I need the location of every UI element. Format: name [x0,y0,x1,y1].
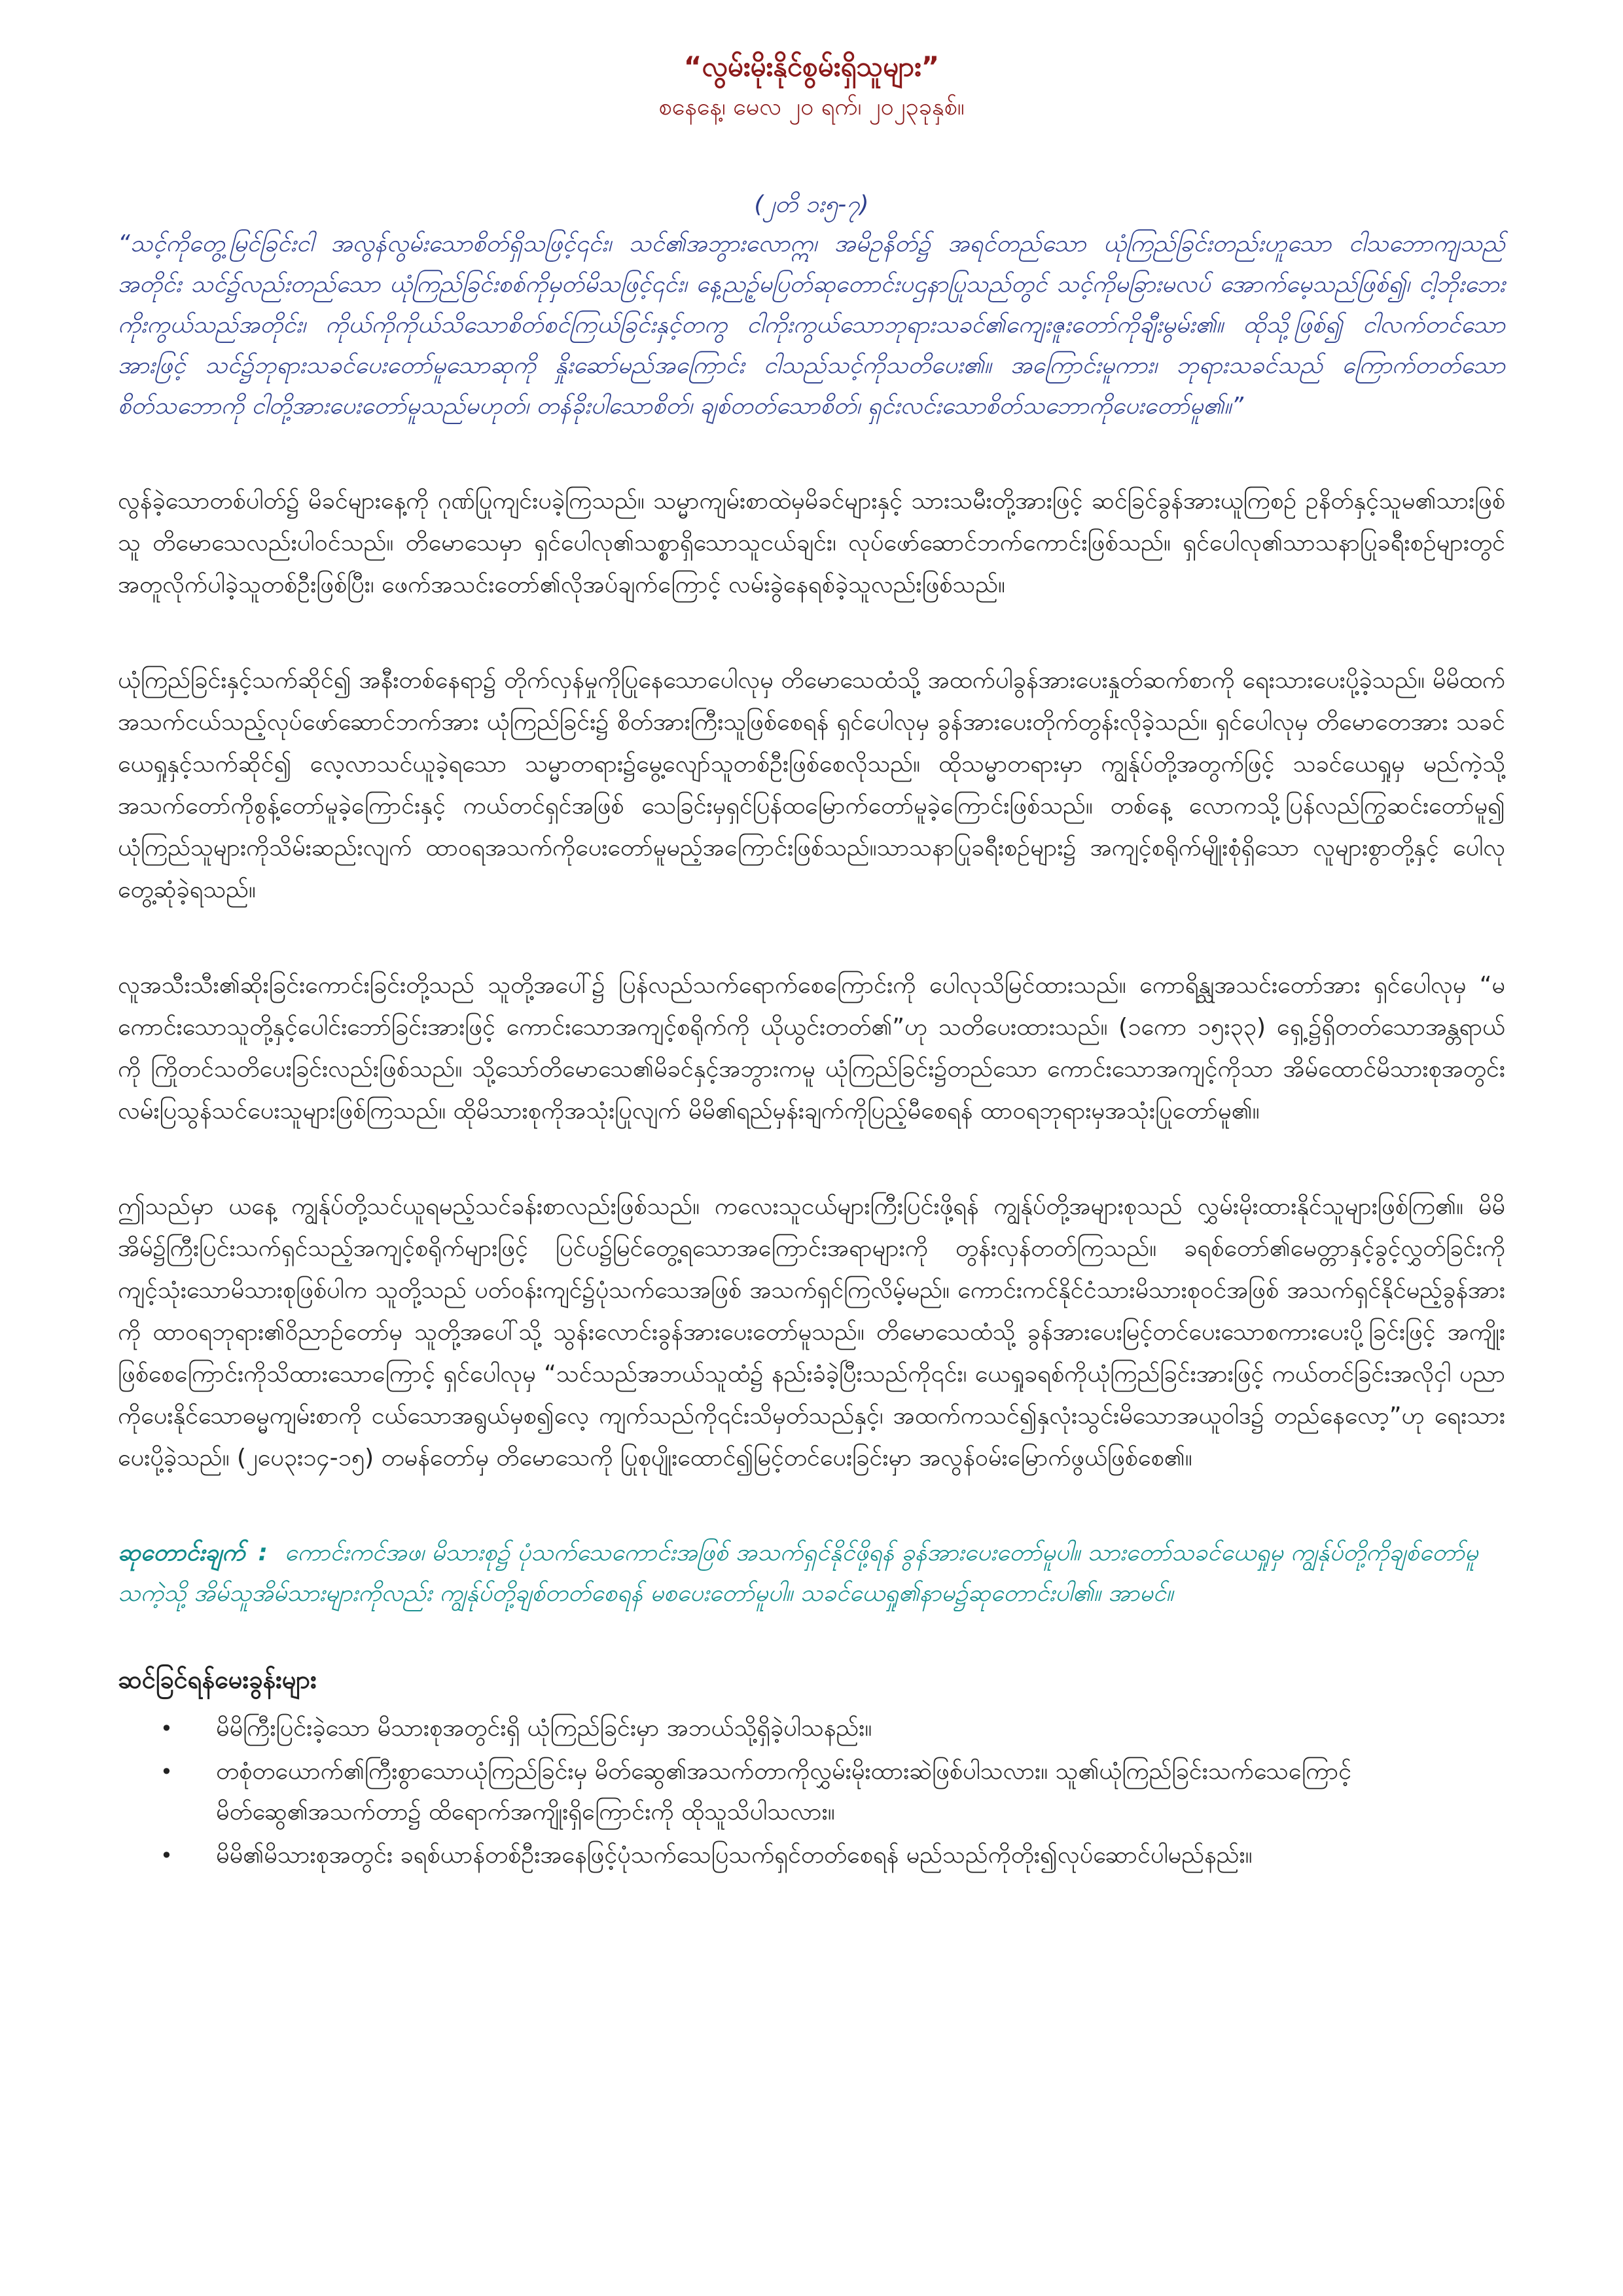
page-title: “လွမ်းမိုးနိုင်စွမ်းရှိသူများ” [683,50,940,82]
prayer-text: ကောင်းကင်အဖ၊ မိသားစု၌ ပုံသက်သေကောင်းအဖြစ် အသက်ရှင်နိုင်ဖို့ရန် ခွန်အားပေးတော်မူပါ။ သားတော်သခင်ယေရှုမှ ကျွန်ုပ်တို့ကိုချစ်တော်မူသကဲ့သို့ အိမ်သူအိမ်သားများကိုလည်း ကျွန်ုပ်တို့ချစ်တတ်စေရန် မစပေးတော်မူပါ။ သခင်ယေရှု၏နာမ၌ဆုတောင်းပါ၏။ အာမင်။ [118,1539,1478,1607]
question-text: မိမိ၏မိသားစုအတွင်း ခရစ်ယာန်တစ်ဦးအနေဖြင့်ပုံသက်သေပြသက်ရှင်တတ်စေရန် မည်သည်ကိုတိုး၍လုပ်ဆောင်ပါမည်နည်း။ [216,1842,1253,1869]
date-line: စနေနေ့၊ မေလ ၂၀ ရက်၊ ၂၀၂၃ခုနှစ်။ [658,94,965,120]
bullet-icon: • [160,1759,173,1784]
scripture-reference: (၂တိ ၁း၅-၇) [754,191,869,218]
body-paragraph-2: ယုံကြည်ခြင်းနှင့်သက်ဆိုင်၍ အနီးတစ်နေရာ၌ တိုက်လှန်မှုကိုပြုနေသောပေါလုမှ တိမောသေထံသို့ အထက်ပါခွန်အားပေးနှုတ်ဆက်စာကို ရေးသားပေးပို့ခဲ့သည်။ မိမိထက်အသက်ငယ်သည့်လုပ်ဖော်ဆောင်ဘက်အား ယုံကြည်ခြင်း၌ စိတ်အားကြီးသူဖြစ်စေရန် ရှင်ပေါလုမှ ခွန်အားပေးတိုက်တွန်းလိုခဲ့သည်။ ရှင်ပေါလုမှ တိမောတေအား သခင်ယေရှုနှင့်သက်ဆိုင်၍ လေ့လာသင်ယူခဲ့ရသော သမ္မာတရား၌မွေ့လျော်သူတစ်ဦးဖြစ်စေလိုသည်။ ထိုသမ္မာတရားမှာ ကျွန်ုပ်တို့အတွက်ဖြင့် သခင်ယေရှုမှ မည်ကဲ့သို့ အသက်တော်ကိုစွန့်တော်မူခဲ့ကြောင်းနှင့် ကယ်တင်ရှင်အဖြစ် သေခြင်းမှရှင်ပြန်ထမြောက်တော်မူခဲ့ကြောင်းဖြစ်သည်။ တစ်နေ့ လောကသို့ပြန်လည်ကြွဆင်းတော်မူ၍ ယုံကြည်သူများကိုသိမ်းဆည်းလျက် ထာဝရအသက်ကိုပေးတော်မူမည့်အကြောင်းဖြစ်သည်။သာသနာပြုခရီးစဉ်များ၌ အကျင့်စရိုက်မျိုးစုံရှိသော လူများစွာတို့နှင့် ပေါလုတွေ့ဆုံခဲ့ရသည်။ [118,667,1505,903]
question-item [160,1751,1505,1833]
questions-heading: ဆင်ခြင်ရန်မေးခွန်းများ [118,1665,317,1694]
question-text: မိမိကြီးပြင်းခဲ့သော မိသားစုအတွင်းရှိ ယုံကြည်ခြင်းမှာ အဘယ်သို့ရှိခဲ့ပါသနည်း။ [216,1715,872,1742]
question-text: တစုံတယောက်၏ကြီးစွာသောယုံကြည်ခြင်းမှ မိတ်ဆွေ၏အသက်တာကိုလွှမ်းမိုးထားဆဲဖြစ်ပါသလား။ သူ၏ယုံကြည်ခြင်းသက်သေကြောင့် မိတ်ဆွေ၏အသက်တာ၌ ထိရောက်အကျိုးရှိကြောင်းကို ထိုသူသိပါသလား။ [216,1758,1352,1825]
prayer-colon: : [258,1539,268,1566]
prayer-block [118,1533,1505,1614]
question-item [160,1835,1505,1876]
bullet-icon: • [160,1843,173,1868]
prayer-label: ဆုတောင်းချက် [118,1539,245,1566]
body-paragraph-4: ဤသည်မှာ ယနေ့ ကျွန်ုပ်တို့သင်ယူရမည့်သင်ခန်းစာလည်းဖြစ်သည်။ ကလေးသူငယ်များကြီးပြင်းဖို့ရန် ကျွန်ုပ်တို့အများစုသည် လွှမ်းမိုးထားနိုင်သူများဖြစ်ကြ၏။ မိမိအိမ်၌ကြီးပြင်းသက်ရှင်သည့်အကျင့်စရိုက်များဖြင့် ပြင်ပ၌မြင်တွေ့ရသောအကြောင်းအရာများကို တွန်းလှန်တတ်ကြသည်။ ခရစ်တော်၏မေတ္တာနှင့်ခွင့်လွှတ်ခြင်းကို ကျင့်သုံးသောမိသားစုဖြစ်ပါက သူတို့သည် ပတ်ဝန်းကျင်၌ပုံသက်သေအဖြစ် အသက်ရှင်ကြလိမ့်မည်။ ကောင်းကင်နိုင်ငံသားမိသားစုဝင်အဖြစ် အသက်ရှင်နိုင်မည့်ခွန်အားကို ထာဝရဘုရား၏ဝိညာဉ်တော်မှ သူတို့အပေါ်သို့ သွန်းလောင်းခွန်အားပေးတော်မူသည်။ တိမောသေထံသို့ ခွန်အားပေးမြင့်တင်ပေးသောစကားပေးပို့ခြင်းဖြင့် အကျိုးဖြစ်စေကြောင်းကိုသိထားသောကြောင့် ရှင်ပေါလုမှ “သင်သည်အဘယ်သူထံ၌ နည်းခံခဲ့ပြီးသည်ကို၎င်း၊ ယေရှုခရစ်ကိုယုံကြည်ခြင်းအားဖြင့် ကယ်တင်ခြင်းအလိုငှါ ပညာကိုပေးနိုင်သောဓမ္မကျမ်းစာကို ငယ်သောအရွယ်မှစ၍လေ့ ကျက်သည်ကို၎င်းသိမှတ်သည်နှင့်၊ အထက်ကသင်၍နှလုံးသွင်းမိသောအယူဝါဒ၌ တည်နေလော့”ဟု ရေးသားပေးပို့ခဲ့သည်။ (၂ပေ၃း၁၄-၁၅) တမန်တော်မှ တိမောသေကို ပြုစုပျိုးထောင်၍မြင့်တင်ပေးခြင်းမှာ အလွန်ဝမ်းမြောက်ဖွယ်ဖြစ်စေ၏။ [118,1193,1505,1471]
bullet-icon: • [160,1716,173,1741]
question-item [160,1708,1505,1749]
body-paragraph-3: လူအသီးသီး၏ဆိုးခြင်းကောင်းခြင်းတို့သည် သူတို့အပေါ်၌ ပြန်လည်သက်ရောက်စေကြောင်းကို ပေါလုသိမြင်ထားသည်။ ကောရိန္သုအသင်းတော်အား ရှင်ပေါလုမှ “မကောင်းသောသူတို့နှင့်ပေါင်းဘော်ခြင်းအားဖြင့် ကောင်းသောအကျင့်စရိုက်ကို ယိုယွင်းတတ်၏”ဟု သတိပေးထားသည်။ (၁ကော ၁၅း၃၃) ရှေ့၌ရှိတတ်သောအန္တရာယ်ကို ကြိုတင်သတိပေးခြင်းလည်းဖြစ်သည်။ သို့သော်တိမောသေ၏မိခင်နှင့်အဘွားကမူ ယုံကြည်ခြင်း၌တည်သော ကောင်းသောအကျင့်ကိုသာ အိမ်ထောင်မိသားစုအတွင်း လမ်းပြသွန်သင်ပေးသူများဖြစ်ကြသည်။ ထိုမိသားစုကိုအသုံးပြုလျက် မိမိ၏ရည်မှန်းချက်ကိုပြည့်မီစေရန် ထာဝရဘုရားမှအသုံးပြုတော်မူ၏။ [118,972,1505,1124]
questions-list [118,1708,1505,1876]
body-paragraph-1: လွန်ခဲ့သောတစ်ပါတ်၌ မိခင်များနေ့ကို ဂုဏ်ပြုကျင်းပခဲ့ကြသည်။ သမ္မာကျမ်းစာထဲမှမိခင်များနှင့် သားသမီးတို့အားဖြင့် ဆင်ခြင်ခွန်အားယူကြစဉ် ဥနိတ်နှင့်သူမ၏သားဖြစ်သူ တိမောသေလည်းပါဝင်သည်။ တိမောသေမှာ ရှင်ပေါလု၏သစ္စာရှိသောသူငယ်ချင်း၊ လုပ်ဖော်ဆောင်ဘက်ကောင်းဖြစ်သည်။ ရှင်ပေါလု၏သာသနာပြုခရီးစဉ်များတွင် အတူလိုက်ပါခဲ့သူတစ်ဦးဖြစ်ပြီး၊ ဖေက်အသင်းတော်၏လိုအပ်ချက်ကြောင့် လမ်းခွဲနေရစ်ခဲ့သူလည်းဖြစ်သည်။ [118,488,1505,598]
scripture-text: “သင့်ကိုတွေ့မြင်ခြင်းငါ အလွန်လွမ်းသောစိတ်ရှိသဖြင့်၎င်း၊ သင်၏အဘွားလောဣ၊ အမိဥနိတ်၌ အရင်တည်သော ယုံကြည်ခြင်းတည်းဟူသော ငါသဘောကျသည်အတိုင်း သင်၌လည်းတည်သော ယုံကြည်ခြင်းစစ်ကိုမှတ်မိသဖြင့်၎င်း၊ နေ့ညဥ့်မပြတ်ဆုတောင်းပဌနာပြုသည်တွင် သင့်ကိုမခြားမလပ် အောက်မေ့သည်ဖြစ်၍၊ ငါ့ဘိုးဘေးကိုးကွယ်သည်အတိုင်း၊ ကိုယ်ကိုကိုယ်သိသောစိတ်စင်ကြယ်ခြင်းနှင့်တကွ ငါကိုးကွယ်သောဘုရားသခင်၏ကျေးဇူးတော်ကိုချီးမွမ်း၏။ ထိုသို့ဖြစ်၍ ငါလက်တင်သောအားဖြင့် သင်၌ဘုရားသခင်ပေးတော်မူသောဆုကို နှိုးဆော်မည်အကြောင်း ငါသည်သင့်ကိုသတိပေး၏။ အကြောင်းမူကား၊ ဘုရားသခင်သည် ကြောက်တတ်သောစိတ်သဘောကို ငါတို့အားပေးတော်မူသည်မဟုတ်၊ တန်ခိုးပါသောစိတ်၊ ချစ်တတ်သောစိတ်၊ ရှင်းလင်းသောစိတ်သဘောကိုပေးတော်မူ၏။” [118,230,1505,420]
